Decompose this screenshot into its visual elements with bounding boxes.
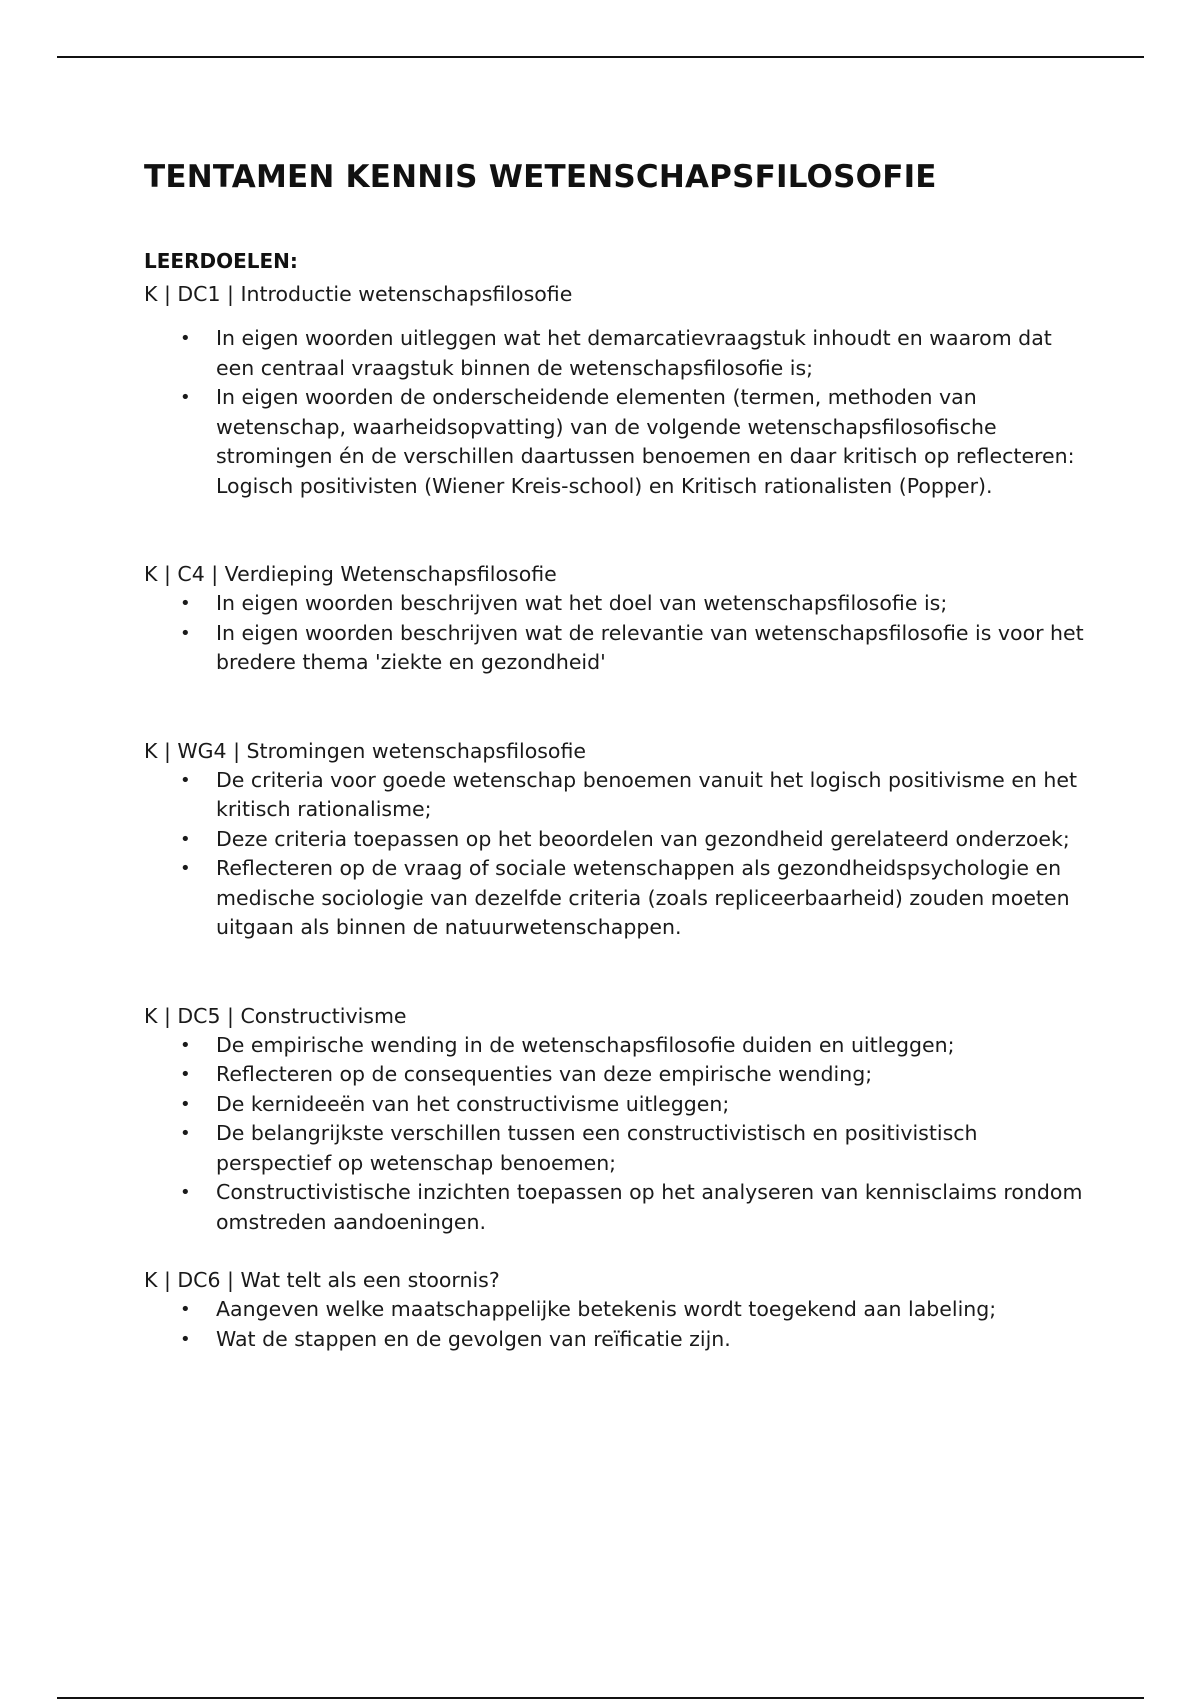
list-item [144, 589, 1084, 619]
bullet-icon: • [180, 1299, 191, 1320]
section-heading: K | DC1 | Introductie wetenschapsfilosofie [144, 282, 573, 306]
bullet-icon: • [180, 622, 191, 644]
list-item-text: De belangrijkste verschillen tussen een constructivistisch en positivistisch perspectief op wetenschap benoemen; [216, 1121, 978, 1175]
section-c4 [144, 559, 1084, 678]
bullet-icon: • [180, 1034, 191, 1056]
list-item [144, 324, 1084, 383]
bullet-icon: • [180, 858, 191, 879]
list-item [144, 854, 1084, 943]
list-item-text: In eigen woorden beschrijven wat het doel van wetenschapsfilosofie is; [216, 591, 948, 615]
list-item-text: De kernideeën van het constructivisme uitleggen; [216, 1091, 730, 1116]
top-rule [57, 56, 1144, 58]
bullet-icon: • [180, 1093, 191, 1115]
list-item-text: Constructivistische inzichten toepassen op het analyseren van kennisclaims rondom omstreden aandoeningen. [216, 1180, 1083, 1234]
goal-list [144, 324, 1084, 501]
list-item-text: Aangeven welke maatschappelijke betekenis wordt toegekend aan labeling; [216, 1297, 997, 1321]
document-title: TENTAMEN KENNIS WETENSCHAPSFILOSOFIE [144, 159, 937, 195]
list-item-text: Reflecteren op de vraag of sociale wetenschappen als gezondheidspsychologie en medische sociologie van dezelfde criteria (zoals repliceerbaarheid) zouden moeten uitgaan als binnen de natuurwetenschappen. [216, 856, 1070, 939]
list-item [144, 766, 1084, 825]
bullet-icon: • [180, 769, 191, 791]
goal-list [144, 1295, 1084, 1354]
list-item-text: De empirische wending in de wetenschapsfilosofie duiden en uitleggen; [216, 1032, 955, 1057]
section-wg4 [144, 736, 1084, 943]
bullet-icon: • [180, 1123, 191, 1144]
leerdoelen-label: LEERDOELEN: [144, 249, 298, 273]
list-item-text: In eigen woorden beschrijven wat de relevantie van wetenschapsfilosofie is voor het bredere thema 'ziekte en gezondheid' [216, 620, 1084, 674]
list-item [144, 1031, 1084, 1061]
list-item-text: In eigen woorden de onderscheidende elementen (termen, methoden van wetenschap, waarheidsopvatting) van de volgende wetenschapsfilosofische stromingen én de verschillen daartussen benoemen en daar kritisch op reflecteren: Logisch positivisten (Wiener Kreis-school) en Kritisch rationalisten (Popper). [216, 385, 1075, 498]
list-item-text: Deze criteria toepassen op het beoordelen van gezondheid gerelateerd onderzoek; [216, 826, 1070, 851]
list-item-text: In eigen woorden uitleggen wat het demarcatievraagstuk inhoudt en waarom dat een centraal vraagstuk binnen de wetenschapsfilosofie is; [216, 326, 1052, 380]
section-heading: K | DC6 | Wat telt als een stoornis? [144, 1268, 500, 1292]
list-item [144, 1090, 1084, 1120]
section-dc5 [144, 1001, 1084, 1238]
list-item [144, 619, 1084, 678]
bullet-icon: • [180, 1328, 191, 1350]
section-heading: K | C4 | Verdieping Wetenschapsfilosofie [144, 562, 557, 586]
section-dc1 [144, 279, 1084, 501]
list-item [144, 825, 1084, 855]
bullet-icon: • [180, 1064, 191, 1085]
list-item [144, 1060, 1084, 1090]
bullet-icon: • [180, 593, 191, 614]
list-item [144, 1119, 1084, 1178]
bottom-rule [57, 1697, 1144, 1699]
list-item [144, 383, 1084, 501]
list-item [144, 1178, 1084, 1237]
list-item-text: De criteria voor goede wetenschap benoemen vanuit het logisch positivisme en het kritisch rationalisme; [216, 767, 1078, 821]
goal-list [144, 1031, 1084, 1238]
list-item [144, 1325, 1084, 1355]
bullet-icon: • [180, 1182, 191, 1203]
goal-list [144, 589, 1084, 678]
bullet-icon: • [180, 828, 191, 850]
goal-list [144, 766, 1084, 943]
document-body [144, 152, 1084, 1354]
section-heading: K | DC5 | Constructivisme [144, 1003, 407, 1028]
section-dc6 [144, 1265, 1084, 1354]
list-item-text: Reflecteren op de consequenties van deze empirische wending; [216, 1062, 873, 1086]
list-item [144, 1295, 1084, 1325]
bullet-icon: • [180, 328, 191, 349]
section-heading: K | WG4 | Stromingen wetenschapsfilosofie [144, 738, 587, 763]
bullet-icon: • [180, 387, 191, 408]
list-item-text: Wat de stappen en de gevolgen van reïficatie zijn. [216, 1326, 731, 1351]
